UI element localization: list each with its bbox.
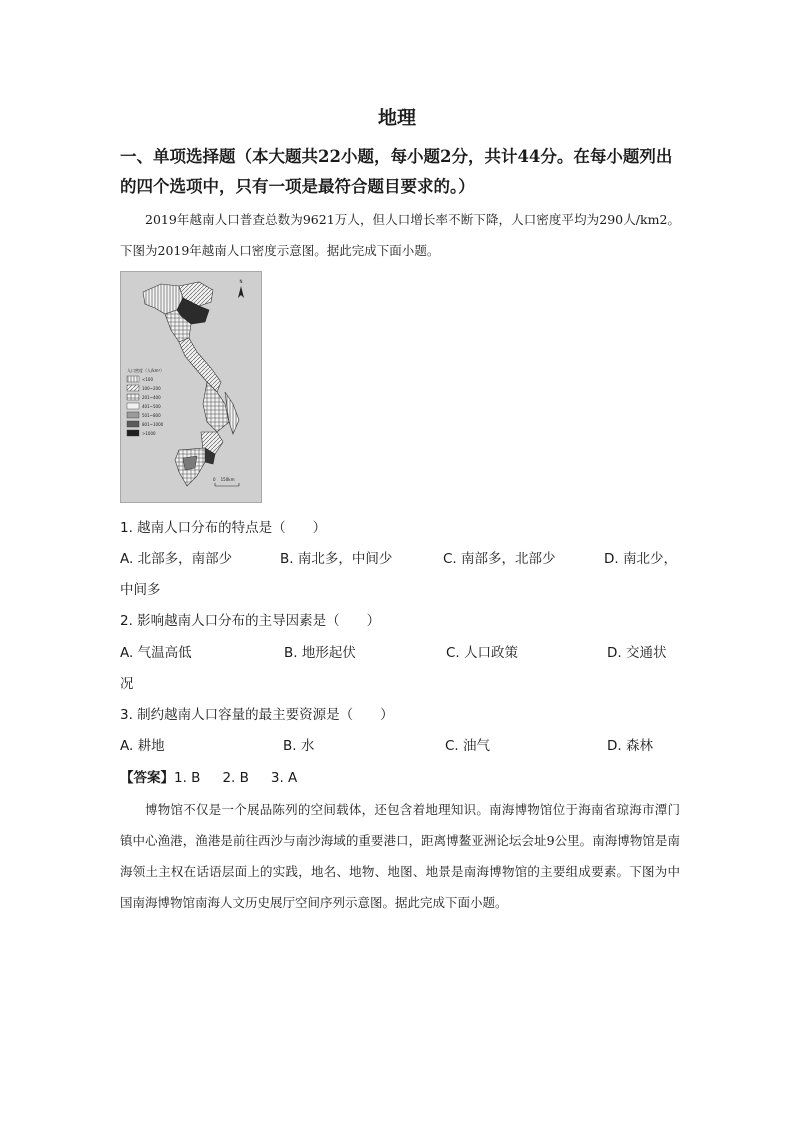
- option-a[interactable]: A. 耕地: [120, 738, 165, 754]
- svg-text:0 150km: 0 150km: [213, 477, 235, 482]
- option-d[interactable]: D. 交通状: [607, 645, 667, 661]
- answer-item: 2. B: [222, 770, 249, 786]
- option-a[interactable]: A. 气温高低: [120, 645, 192, 661]
- legend-item: 401~500: [142, 404, 161, 409]
- legend-item: 501~800: [142, 413, 161, 418]
- answer-line: [120, 768, 680, 788]
- north-arrow-icon: [238, 279, 244, 298]
- question-3-stem: 3. 制约越南人口容量的最主要资源是（ ）: [120, 707, 394, 723]
- legend-item: >1000: [142, 431, 156, 436]
- question-2-options: [120, 638, 680, 700]
- question-3-options: [120, 731, 680, 762]
- map-region-mekong-inner: [183, 456, 197, 470]
- option-c[interactable]: C. 南部多，北部少: [443, 551, 556, 567]
- page-title: 地理: [377, 107, 416, 129]
- option-b[interactable]: B. 水: [283, 738, 315, 754]
- question-1-options: [120, 544, 680, 606]
- intro-paragraph-museum: 博物馆不仅是一个展品陈列的空间载体，还包含着地理知识。南海博物馆位于海南省琼海市潭门镇中心渔港，渔港是前往西沙与南沙海域的重要港口，距离博鳌亚洲论坛会址9公里。南海博物馆是南海领土主权在话语层面上的实践，地名、地物、地图、地景是南海博物馆的主要组成要素。下图为中国南海博物馆南海人文历史展厅空间序列示意图。据此完成下面小题。: [120, 802, 680, 910]
- answer-label: 【答案】: [120, 770, 174, 786]
- option-d-continuation: 中间多: [120, 582, 161, 598]
- option-c[interactable]: C. 油气: [445, 738, 491, 754]
- intro-paragraph-vietnam: 2019年越南人口普查总数为9621万人，但人口增长率不断下降，人口密度平均为290人/km2。下图为2019年越南人口密度示意图。据此完成下面小题。: [120, 212, 680, 258]
- option-a[interactable]: A. 北部多，南部少: [120, 551, 233, 567]
- legend-item: 201~400: [142, 395, 161, 400]
- map-legend: [127, 367, 164, 436]
- option-b[interactable]: B. 南北多，中间少: [280, 551, 393, 567]
- option-d[interactable]: D. 森林: [607, 738, 653, 754]
- section-heading: 一、单项选择题（本大题共22小题，每小题2分，共计44分。在每小题列出的四个选项中，只有一项是最符合题目要求的。）: [120, 147, 673, 196]
- option-c[interactable]: C. 人口政策: [446, 645, 519, 661]
- map-scale-bar: [213, 477, 239, 486]
- answer-item: 3. A: [270, 770, 298, 786]
- legend-item: 801~1000: [142, 422, 164, 427]
- legend-item: 100~200: [142, 386, 161, 391]
- option-d[interactable]: D. 南北少，: [604, 551, 677, 567]
- legend-title: 人口密度（人/km²）: [127, 368, 165, 373]
- question-1-stem: 1. 越南人口分布的特点是（ ）: [120, 520, 327, 536]
- legend-item: <100: [142, 377, 153, 382]
- svg-text:N: N: [239, 279, 243, 284]
- map-region-central-coast: [179, 338, 221, 392]
- vietnam-population-density-map: [120, 271, 262, 503]
- question-2-stem: 2. 影响越南人口分布的主导因素是（ ）: [120, 613, 381, 629]
- option-d-continuation: 况: [120, 676, 134, 692]
- answer-item: 1. B: [174, 770, 201, 786]
- option-b[interactable]: B. 地形起伏: [284, 645, 356, 661]
